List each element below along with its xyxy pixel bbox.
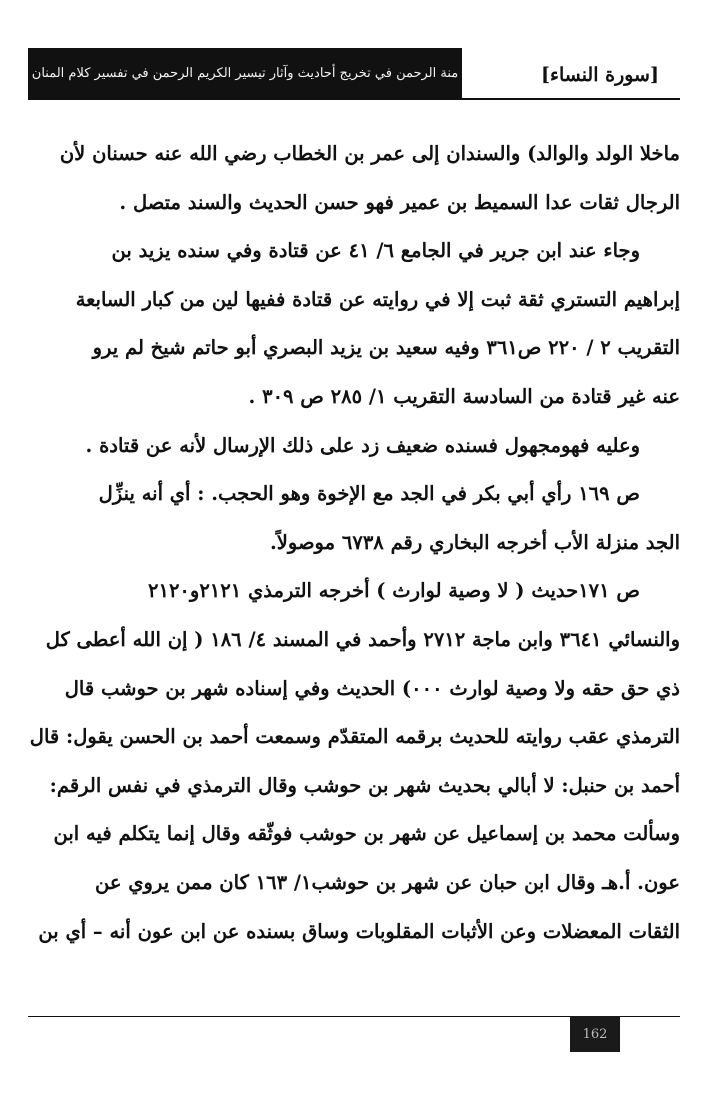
text-line: وعليه فهومجهول فسنده ضعيف زد على ذلك الإرسال لأنه عن قتادة . bbox=[85, 433, 640, 457]
text-line: عنه غير قتادة من السادسة التقريب ١/ ٢٨٥ ص ٣٠٩ . bbox=[248, 384, 680, 408]
text-line: إبراهيم التستري ثقة ثبت إلا في روايته عن قتادة ففيها لين من كبار السابعة bbox=[75, 287, 680, 311]
text-line: الجد منزلة الأب أخرجه البخاري رقم ٦٧٣٨ موصولاً. bbox=[270, 530, 680, 554]
text-line: الثقات المعضلات وعن الأثبات المقلوبات وساق بسنده عن ابن عون أنه – أي بن bbox=[38, 919, 680, 943]
page-body bbox=[28, 130, 680, 956]
text-line: ماخلا الولد والوالد) والسندان إلى عمر بن الخطاب رضي الله عنه حسنان لأن bbox=[59, 142, 680, 165]
text-line: ص ١٦٩ رأي أبي بكر في الجد مع الإخوة وهو الحجب. : أي أنه ينزِّل bbox=[98, 482, 640, 506]
header-divider bbox=[28, 98, 680, 100]
book-title: منة الرحمن في تخريج أحاديث وآثار تيسير الكريم الرحمن في تفسير كلام المنان bbox=[31, 65, 459, 81]
surah-label: [سورة النساء] bbox=[541, 64, 659, 86]
text-line: وجاء عند ابن جرير في الجامع ٦/ ٤١ عن قتادة وفي سنده يزيد بن bbox=[111, 239, 640, 263]
text-line: عون. أ.هـ وقال ابن حبان عن شهر بن حوشب١/ ١٦٣ كان ممن يروي عن bbox=[95, 870, 680, 894]
text-line: والنسائي ٣٦٤١ وابن ماجة ٢٧١٢ وأحمد في المسند ٤/ ١٨٦ ( إن الله أعطى كل bbox=[45, 627, 680, 651]
text-line: أحمد بن حنبل: لا أبالي بحديث شهر بن حوشب وقال الترمذي في نفس الرقم: bbox=[49, 773, 680, 797]
text-line: ذي حق حقه ولا وصية لوارث ٠٠٠) الحديث وفي إسناده شهر بن حوشب قال bbox=[64, 676, 680, 700]
page-number: 162 bbox=[582, 1026, 608, 1042]
text-line: وسألت محمد بن إسماعيل عن شهر بن حوشب فوثّقه وقال إنما يتكلم فيه ابن bbox=[53, 822, 680, 846]
text-line: ص ١٧١حديث ( لا وصية لوارث ) أخرجه الترمذي ٢١٢١و٢١٢٠ bbox=[148, 579, 640, 603]
book-title-banner bbox=[28, 48, 462, 98]
text-line: الرجال ثقات عدا السميط بن عمير فهو حسن الحديث والسند متصل . bbox=[119, 190, 680, 214]
page-number-box bbox=[570, 1016, 620, 1052]
text-line: الترمذي عقب روايته للحديث برقمه المتقدّم وسمعت أحمد بن الحسن يقول: قال bbox=[29, 725, 680, 749]
text-line: التقريب ٢ / ٢٢٠ ص٣٦١ وفيه سعيد بن يزيد البصري أبو حاتم شيخ لم يرو bbox=[92, 336, 680, 360]
